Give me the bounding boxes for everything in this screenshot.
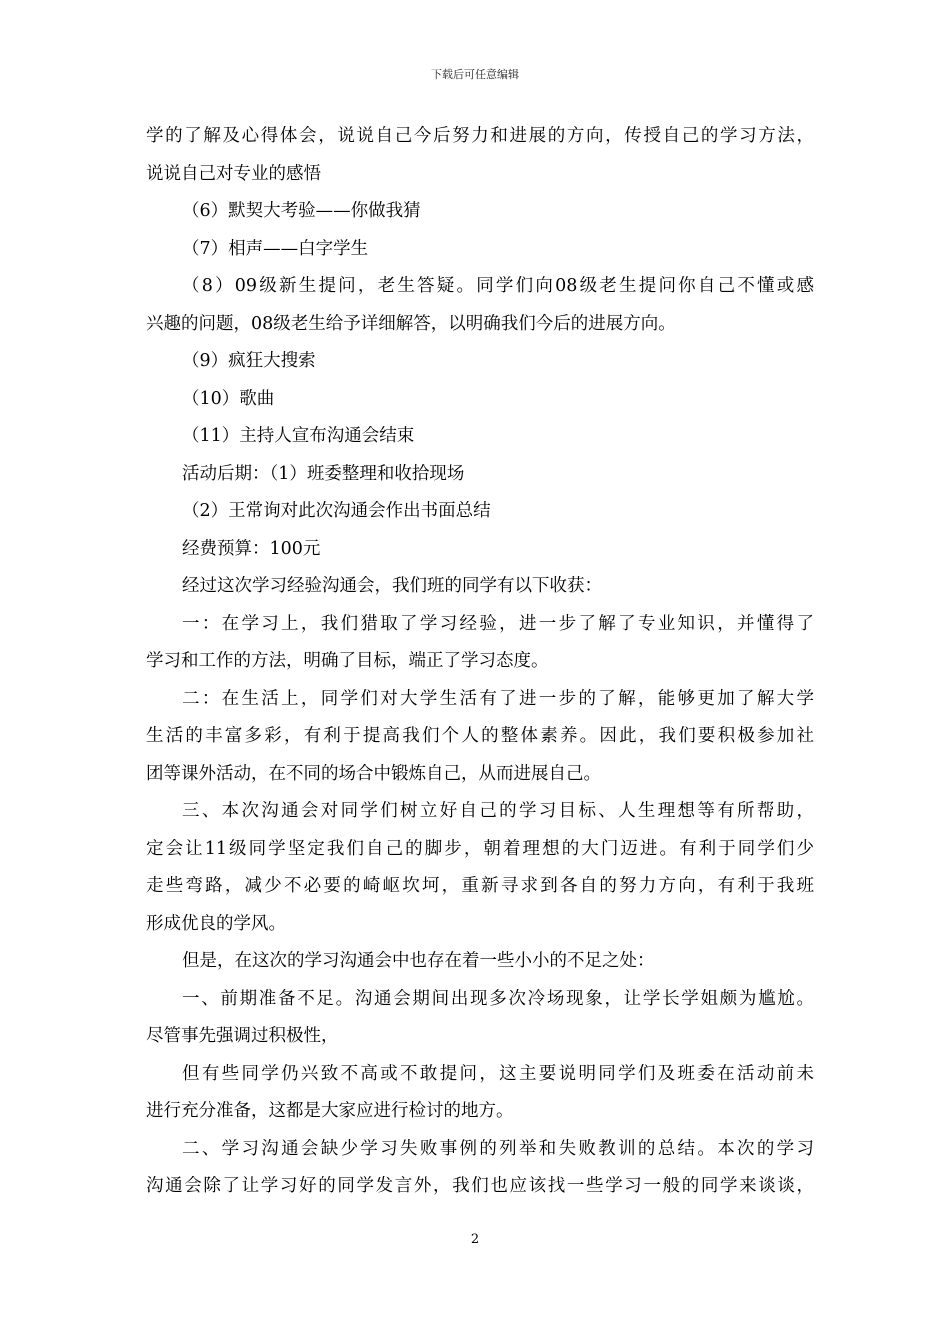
text-line: 一：在学习上，我们猎取了学习经验，进一步了解了专业知识，并懂得了 bbox=[182, 613, 814, 634]
text-line: 兴趣的问题，08级老生给予详细解答，以明确我们今后的进展方向。 bbox=[146, 313, 676, 334]
text-line: 形成优良的学风。 bbox=[146, 913, 286, 934]
text-line: （2）王常询对此次沟通会作出书面总结 bbox=[182, 501, 491, 521]
text-line: （6）默契大考验——你做我猜 bbox=[182, 201, 421, 221]
text-line: 走些弯路，减少不必要的崎岖坎坷，重新寻求到各自的努力方向，有利于我班 bbox=[146, 876, 814, 896]
text-line: 经过这次学习经验沟通会，我们班的同学有以下收获： bbox=[182, 576, 602, 596]
text-line: 进行充分准备，这都是大家应进行检讨的地方。 bbox=[146, 1101, 514, 1121]
text-line: （8）09级新生提问，老生答疑。同学们向08级老生提问你自己不懂或感 bbox=[182, 276, 814, 296]
text-line: 但是，在这次的学习沟通会中也存在着一些小小的不足之处： bbox=[182, 951, 655, 971]
text-line: 但有些同学仍兴致不高或不敢提问，这主要说明同学们及班委在活动前未 bbox=[182, 1063, 814, 1084]
text-line: 活动后期：（1）班委整理和收拾现场 bbox=[182, 463, 465, 484]
text-line: （9）疯狂大搜索 bbox=[182, 351, 316, 371]
text-line: 定会让11级同学坚定我们自己的脚步，朝着理想的大门迈进。有利于同学们少 bbox=[146, 838, 814, 859]
document-body bbox=[146, 122, 814, 1210]
text-line: （11）主持人宣布沟通会结束 bbox=[182, 426, 415, 446]
text-line: 生活的丰富多彩，有利于提高我们个人的整体素养。因此，我们要积极参加社 bbox=[146, 726, 814, 746]
page-number: 2 bbox=[470, 1232, 480, 1247]
text-line: 学习和工作的方法，明确了目标，端正了学习态度。 bbox=[146, 651, 549, 671]
text-line: （7）相声——白字学生 bbox=[182, 238, 369, 259]
text-line: 尽管事先强调过积极性， bbox=[146, 1026, 339, 1046]
text-line: 二、学习沟通会缺少学习失败事例的列举和失败教训的总结。本次的学习 bbox=[182, 1138, 814, 1159]
text-line: 三、本次沟通会对同学们树立好自己的学习目标、人生理想等有所帮助， bbox=[182, 801, 814, 821]
text-line: 经费预算：100元 bbox=[182, 538, 321, 559]
page-header: 下载后可任意编辑 bbox=[431, 68, 519, 81]
text-line: 学的了解及心得体会，说说自己今后努力和进展的方向，传授自己的学习方法， bbox=[146, 126, 814, 146]
text-line: （10）歌曲 bbox=[182, 388, 275, 409]
text-line: 一、前期准备不足。沟通会期间出现多次冷场现象，让学长学姐颇为尴尬。 bbox=[182, 988, 814, 1009]
text-line: 二：在生活上，同学们对大学生活有了进一步的了解，能够更加了解大学 bbox=[182, 688, 814, 709]
text-line: 说说自己对专业的感悟 bbox=[146, 163, 321, 184]
text-line: 沟通会除了让学习好的同学发言外，我们也应该找一些学习一般的同学来谈谈， bbox=[146, 1176, 814, 1196]
text-line: 团等课外活动，在不同的场合中锻炼自己，从而进展自己。 bbox=[146, 763, 601, 784]
